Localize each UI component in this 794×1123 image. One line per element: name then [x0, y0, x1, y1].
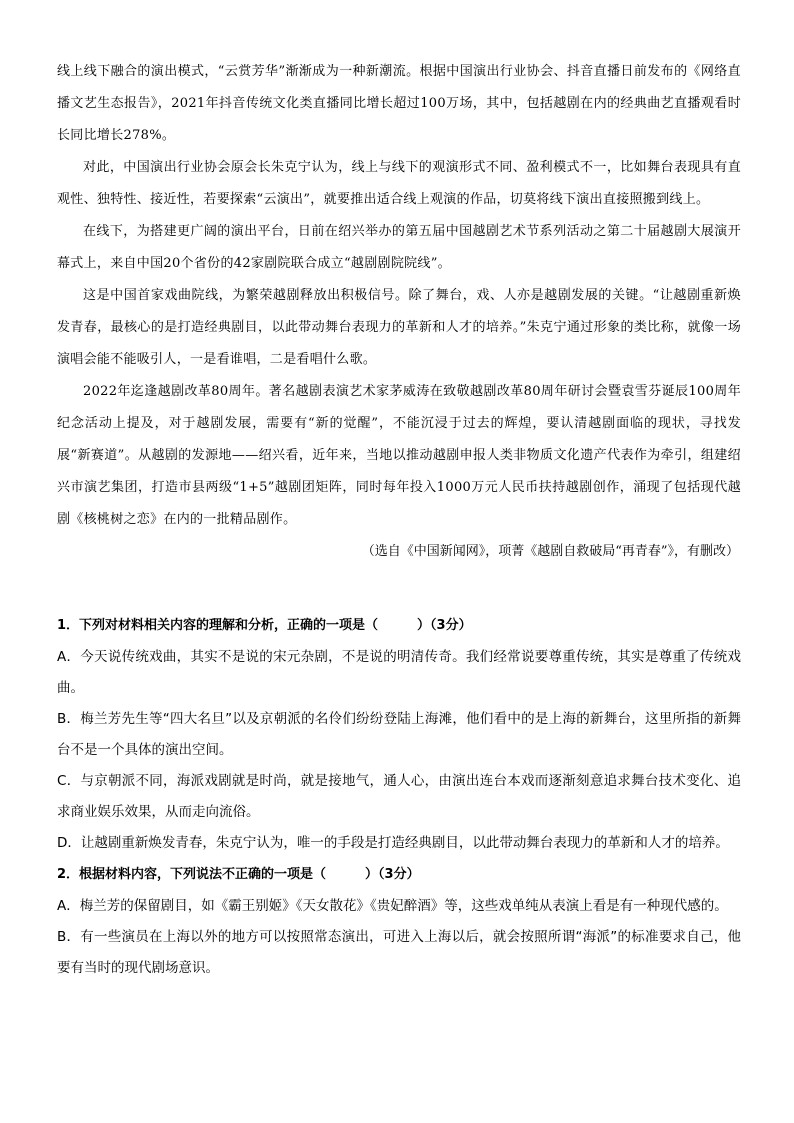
- article-paragraph: 这是中国首家戏曲院线，为繁荣越剧释放出积极信号。除了舞台，戏、人亦是越剧发展的关键。“让越剧重新焕发青春，最核心的是打造经典剧目，以此带动舞台表现力的革新和人才的培养。”朱克宁通过形象的类比称，就像一场演唱会能不能吸引人，一是看谁唱，二是看唱什么歌。: [57, 288, 741, 367]
- option-c: C．与京朝派不同，海派戏剧就是时尚，就是接地气，通人心，由演出连台本戏而逐渐刻意追求舞台技术变化、追求商业娱乐效果，从而走向流俗。: [57, 773, 741, 820]
- question-title: 1．下列对材料相关内容的理解和分析，正确的一项是（ ）（3分）: [57, 618, 472, 633]
- questions-section: [57, 610, 741, 984]
- question-title: 2．根据材料内容，下列说法不正确的一项是（ ）（3分）: [57, 867, 420, 882]
- article-paragraph: 线上线下融合的演出模式，“云赏芳华”渐渐成为一种新潮流。根据中国演出行业协会、抖音直播日前发布的《网络直播文艺生态报告》，2021年抖音传统文化类直播同比增长超过100万场，其中，包括越剧在内的经典曲艺直播观看时长同比增长278%。: [57, 64, 741, 143]
- option-a: A．梅兰芳的保留剧目，如《霸王别姬》《天女散花》《贵妃醉酒》等，这些戏单纯从表演上看是有一种现代感的。: [57, 898, 728, 914]
- document-page: [57, 56, 741, 984]
- option-d: D．让越剧重新焕发青春，朱克宁认为，唯一的手段是打造经典剧目，以此带动舞台表现力的革新和人才的培养。: [57, 835, 729, 851]
- option-a: A．今天说传统戏曲，其实不是说的宋元杂剧，不是说的明清传奇。我们经常说要尊重传统，其实是尊重了传统戏曲。: [57, 649, 741, 696]
- article-paragraph: 2022年迄逢越剧改革80周年。著名越剧表演艺术家茅威涛在致敬越剧改革80周年研讨会暨袁雪芬诞辰100周年纪念活动上提及，对于越剧发展，需要有“新的觉醒”，不能沉浸于过去的辉煌，要认清越剧面临的现状，寻找发展“新赛道”。从越剧的发源地——绍兴看，近年来，当地以推动越剧申报人类非物质文化遗产代表作为牵引，组建绍兴市演艺集团，打造市县两级“1+5”越剧团矩阵，同时每年投入1000万元人民币扶持越剧创作，涌现了包括现代越剧《核桃树之恋》在内的一批精品剧作。: [57, 384, 741, 527]
- article-source-citation: （选自《中国新闻网》，项菁《越剧自救破局“再青春”》，有删改）: [361, 544, 739, 559]
- option-b: B．梅兰芳先生等“四大名旦”以及京朝派的名伶们纷纷登陆上海滩，他们看中的是上海的新舞台，这里所指的新舞台不是一个具体的演出空间。: [57, 711, 741, 758]
- article-paragraph: 在线下，为搭建更广阔的演出平台，日前在绍兴举办的第五届中国越剧艺术节系列活动之第二十届越剧大展演开幕式上，来自中国20个省份的42家剧院联合成立“越剧剧院院线”。: [57, 224, 741, 271]
- question-1: [57, 610, 741, 859]
- question-2: [57, 859, 741, 984]
- option-b: B．有一些演员在上海以外的地方可以按照常态演出，可进入上海以后，就会按照所谓“海派”的标准要求自己，他要有当时的现代剧场意识。: [57, 929, 741, 976]
- article-paragraph: 对此，中国演出行业协会原会长朱克宁认为，线上与线下的观演形式不同、盈利模式不一，比如舞台表现具有直观性、独特性、接近性，若要探索“云演出”，就要推出适合线上观演的作品，切莫将线下演出直接照搬到线上。: [57, 160, 741, 207]
- article-text: [57, 56, 741, 568]
